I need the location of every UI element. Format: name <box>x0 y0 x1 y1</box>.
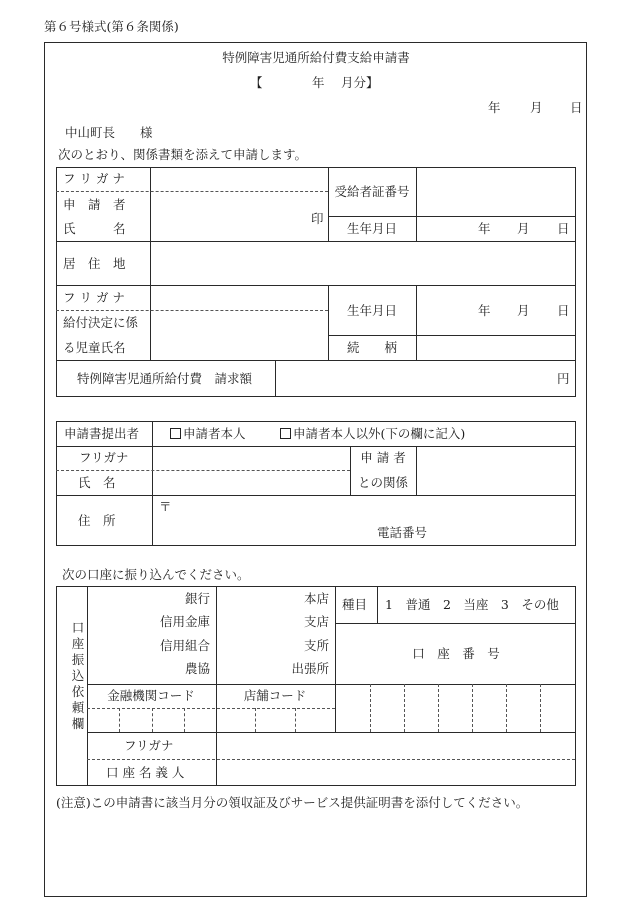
date-year-label: 年 <box>488 100 501 115</box>
submitter-label: 申請書提出者 <box>64 426 140 441</box>
account-kind-options: 1 普通 2 当座 3 その他 <box>385 597 559 612</box>
period-open-bracket: 【 <box>250 75 263 90</box>
inst-type-shinkumi: 信用組合 <box>159 638 210 653</box>
bank-side-label: 口座振込依頼欄 <box>71 620 85 731</box>
submitter-name-label: 氏 名 <box>78 475 116 490</box>
intro-text: 次のとおり、関係書類を添えて申請します。 <box>58 147 308 162</box>
phone-label: 電話番号 <box>377 525 428 540</box>
inst-type-nokyo: 農協 <box>184 661 210 676</box>
account-number-label: 口 座 番 号 <box>412 646 500 661</box>
applicant-label-line1: 申 請 者 <box>63 197 126 212</box>
child-birth-month: 月 <box>517 303 530 318</box>
branch-type-office: 出張所 <box>291 661 329 676</box>
bank-intro: 次の口座に振り込んでください。 <box>62 567 250 582</box>
option-other-label: 申請者本人以外(下の欄に記入) <box>293 426 466 441</box>
inst-type-bank: 銀行 <box>184 591 210 606</box>
branch-code-label: 店舗コード <box>243 688 307 703</box>
period-month-label: 月分】 <box>341 75 379 90</box>
applicant-furigana-label: フ リ ガ ナ <box>63 171 125 186</box>
submitter-furigana-label: フリガナ <box>79 450 129 465</box>
relation-label-line1: 申 請 者 <box>360 450 406 465</box>
seal-mark: 印 <box>311 211 324 226</box>
cert-number-label: 受給者証番号 <box>334 184 410 199</box>
relation-label-line2: との関係 <box>357 475 409 490</box>
child-label-line1: 給付決定に係 <box>63 315 139 330</box>
child-relation-label: 続 柄 <box>346 340 398 355</box>
branch-type-branch: 支店 <box>303 614 329 629</box>
claim-label: 特例障害児通所給付費 請求額 <box>77 371 253 386</box>
date-day-label: 日 <box>570 100 583 115</box>
form-title: 特例障害児通所給付費支給申請書 <box>222 50 410 65</box>
date-month-label: 月 <box>530 100 543 115</box>
submitter-address-label: 住 所 <box>78 513 116 528</box>
option-self-label: 申請者本人 <box>183 426 246 441</box>
submitter-option-self[interactable] <box>170 427 246 441</box>
bank-furigana-label: フリガナ <box>124 738 174 753</box>
postal-mark: 〒 <box>159 499 172 514</box>
checkbox-self[interactable] <box>170 428 181 439</box>
addressee: 中山町長 様 <box>65 125 153 140</box>
child-birth-day: 日 <box>557 303 570 318</box>
notice-text: (注意)この申請書に該当月分の領収証及びサービス提供証明書を添付してください。 <box>56 795 529 810</box>
applicant-label-line2: 氏 名 <box>63 221 126 236</box>
branch-type-sub: 支所 <box>303 638 329 653</box>
period-year-label: 年 <box>312 75 325 90</box>
applicant-birth-month: 月 <box>517 221 530 236</box>
inst-type-shinkin: 信用金庫 <box>159 614 210 629</box>
residence-label: 居 住 地 <box>63 256 126 271</box>
applicant-birth-day: 日 <box>557 221 570 236</box>
applicant-birth-label: 生年月日 <box>346 221 398 236</box>
submitter-option-other[interactable] <box>280 427 465 441</box>
child-label-line2: る児童氏名 <box>63 340 126 355</box>
form-number: 第６号様式(第６条関係) <box>44 19 179 34</box>
child-birth-year: 年 <box>478 303 491 318</box>
child-furigana-label: フ リ ガ ナ <box>63 290 125 305</box>
applicant-birth-year: 年 <box>478 221 491 236</box>
account-holder-label: 口 座 名 義 人 <box>106 765 185 780</box>
child-birth-label: 生年月日 <box>346 303 398 318</box>
inst-code-label: 金融機関コード <box>107 688 195 703</box>
account-kind-label: 種目 <box>342 597 368 612</box>
claim-unit: 円 <box>557 371 570 386</box>
checkbox-other[interactable] <box>280 428 291 439</box>
branch-type-main: 本店 <box>303 591 329 606</box>
